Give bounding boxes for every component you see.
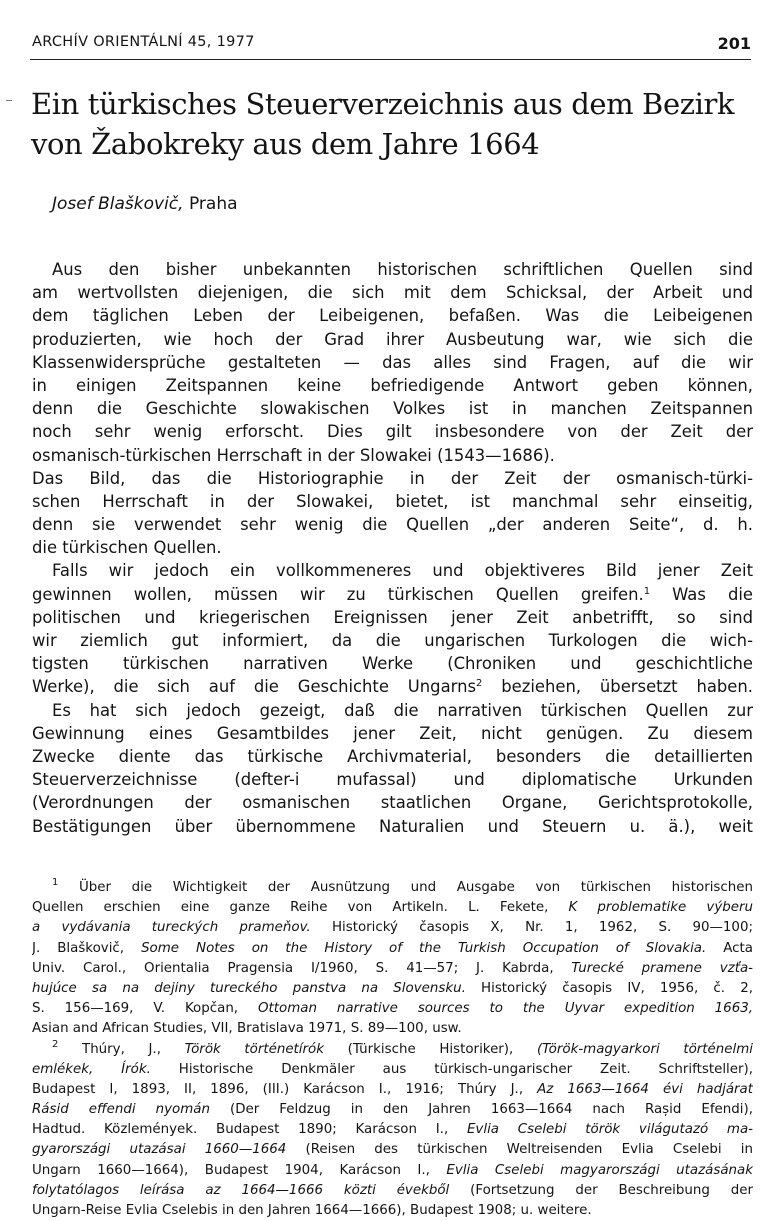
footnote-ref-1[interactable]: 1: [643, 585, 651, 597]
footnote-2-line: gyarországi utazásai 1660—1664 (Reisen des türkischen Weltreisenden Evlia Cselebi in: [32, 1142, 753, 1158]
author-place: Praha: [188, 194, 238, 214]
margin-mark: [6, 100, 12, 101]
body-line: Zwecke diente das türkische Archivmaterial, besonders die detaillierten: [32, 746, 753, 766]
footnote-2-line: Ungarn-Reise Evlia Cselebis in den Jahren 1664—1666), Budapest 1908; u. weitere.: [32, 1203, 592, 1218]
article-title: [31, 84, 735, 164]
body-line: Das Bild, das die Historiographie in der Zeit der osmanisch-türki-: [32, 468, 753, 488]
author-line: [52, 194, 238, 214]
body-line: wir ziemlich gut informiert, da die ungarischen Turkologen die wich-: [32, 631, 753, 650]
footnote-1-mark: 1: [52, 878, 59, 888]
body-text: [32, 258, 753, 838]
body-line: produzierten, wie hoch der Grad ihrer Ausbeutung war, wie sich die: [32, 329, 753, 349]
footnote-1-line: $^1$ Über die Wichtigkeit der Ausnützung und Ausgabe von türkischen historischen: [52, 878, 753, 895]
footnotes: [32, 878, 753, 1221]
title-line-2: von Žabokreky aus dem Jahre 1664: [31, 127, 540, 161]
footnote-1-line: J. Blaškovič, Some Notes on the History of the Turkish Occupation of Slovakia. Acta: [32, 940, 753, 956]
title-line-1: Ein türkisches Steuerverzeichnis aus dem Bezirk: [31, 87, 735, 121]
body-line: denn sie verwendet sehr wenig die Quellen „der anderen Seite“, d. h.: [32, 515, 753, 535]
footnote-2-mark: 2: [52, 1039, 59, 1050]
footnote-2-line: $^2$ Thúry, J., Török történetírók (Türkische Historiker), (Török-magyarkori történelmi: [52, 1039, 753, 1057]
footnote-1-line: S. 156—169, V. Kopčan, Ottoman narrative sources to the Uyvar expedition 1663,: [32, 1001, 753, 1017]
footnote-1-line: a vydávania tureckých prameňov. Historický časopis X, Nr. 1, 1962, S. 90—100;: [32, 920, 753, 936]
body-line: die türkischen Quellen.: [32, 538, 222, 558]
body-line: am wertvollsten diejenigen, die sich mit dem Schicksal, der Arbeit und: [32, 283, 753, 303]
journal-title: ARCHÍV ORIENTÁLNÍ 45, 1977: [32, 34, 255, 50]
body-line-tail: beziehen, übersetzt haben.: [482, 677, 753, 697]
footnote-1-line: hujúce sa na dejiny tureckého panstva na Slovensku. Historický časopis IV, 1956, č. 2,: [32, 980, 753, 996]
body-line: Es hat sich jedoch gezeigt, daß die narrativen türkischen Quellen zur: [52, 700, 753, 720]
body-line: osmanisch-türkischen Herrschaft in der Slowakei (1543—1686).: [32, 445, 555, 465]
page-number: 201: [717, 34, 751, 53]
footnote-2-line: Ungarn 1660—1664), Budapest 1904, Karácson I., Evlia Cselebi magyarországi utazásának: [32, 1162, 753, 1178]
footnote-1-line: Asian and African Studies, VII, Bratislava 1971, S. 89—100, usw.: [32, 1021, 462, 1037]
body-line: dem täglichen Leben der Leibeigenen, befaßen. Was die Leibeigenen: [32, 306, 753, 326]
body-line: [32, 583, 753, 606]
footnote-2-line: Budapest I, 1893, II, 1896, (III.) Karácson I., 1916; Thúry J., Az 1663—1664 évi hadjárat: [32, 1081, 753, 1097]
body-line: noch sehr wenig erforscht. Dies gilt insbesondere von der Zeit der: [32, 422, 753, 442]
body-line: in einigen Zeitspannen keine befriedigende Antwort geben können,: [32, 375, 753, 395]
body-line: politischen und kriegerischen Ereignissen jener Zeit anbetrifft, so sind: [32, 607, 753, 627]
body-line: Aus den bisher unbekannten historischen schriftlichen Quellen sind: [52, 260, 753, 279]
body-line: [32, 675, 753, 698]
footnote-2-line: Hadtud. Közlemények. Budapest 1890; Karácson I., Evlia Cselebi török világutazó ma-: [32, 1122, 753, 1138]
body-line: schen Herrschaft in der Slowakei, bietet, ist manchmal sehr einseitig,: [32, 491, 753, 511]
body-line: Klassenwidersprüche gestalteten — das alles sind Fragen, auf die wir: [32, 352, 753, 372]
footnote-ref-2[interactable]: 2: [476, 678, 483, 690]
body-line: Bestätigungen über übernommene Naturalien und Steuern u. ä.), weit: [32, 816, 753, 836]
footnote-2-line: folytatólagos leírása az 1664—1666 közti évekből (Fortsetzung der Beschreibung der: [32, 1182, 753, 1198]
body-line: Steuerverzeichnisse (defter-i mufassal) und diplomatische Urkunden: [32, 770, 753, 790]
footnote-1-line: Univ. Carol., Orientalia Pragensia I/1960, S. 41—57; J. Kabrda, Turecké pramene vzťa-: [32, 960, 753, 976]
running-head: [32, 34, 751, 56]
header-rule: [30, 59, 751, 60]
footnote-2-line: Rásid effendi nyomán (Der Feldzug in den Jahren 1663—1664 nach Rașid Efendi),: [32, 1102, 753, 1118]
body-line-tail: Was die: [650, 584, 753, 604]
body-line-text: gewinnen wollen, müssen wir zu türkischen Quellen greifen.: [32, 584, 644, 604]
body-line: (Verordnungen der osmanischen staatlichen Organe, Gerichtsprotokolle,: [32, 793, 753, 813]
body-line: Gewinnung eines Gesamtbildes jener Zeit, nicht genügen. Zu diesem: [32, 723, 753, 743]
footnote-2-line: emlékek, Írók. Historische Denkmäler aus türkisch-ungarischer Zeit. Schriftsteller),: [32, 1061, 753, 1077]
body-line: tigsten türkischen narrativen Werke (Chroniken und geschichtliche: [32, 654, 753, 674]
author-name: Josef Blaškovič,: [52, 194, 184, 214]
body-line: denn die Geschichte slowakischen Volkes ist in manchen Zeitspannen: [32, 399, 753, 419]
body-line: Falls wir jedoch ein vollkommeneres und objektiveres Bild jener Zeit: [52, 561, 753, 581]
body-line-text: Werke), die sich auf die Geschichte Ungarns: [32, 677, 477, 697]
footnote-1-line: Quellen erschien eine ganze Reihe von Artikeln. L. Fekete, K problematike výberu: [32, 900, 753, 916]
